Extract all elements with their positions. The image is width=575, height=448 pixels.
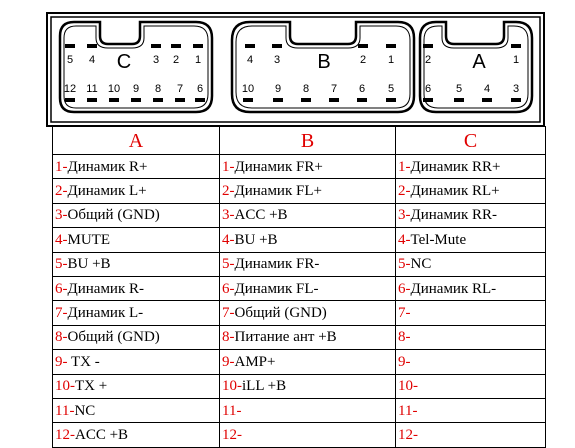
pin-dash: - <box>229 231 235 248</box>
pin-cell <box>220 374 396 398</box>
pin-function: MUTE <box>67 231 110 248</box>
pin-function: Динамик RL+ <box>410 183 500 200</box>
table-row <box>53 350 546 374</box>
pin-cell <box>220 398 396 422</box>
pin-number: 6 <box>222 280 230 297</box>
connector-b-label: B <box>317 51 331 73</box>
connector-c-bottom-pin-number: 11 <box>86 83 98 95</box>
connector-a-bottom-pin-number: 5 <box>455 83 463 95</box>
connector-c-bottom-pin-mark <box>87 98 97 102</box>
pin-cell <box>396 179 546 203</box>
pin-function: ACC +B <box>234 207 288 224</box>
pin-cell <box>53 350 220 374</box>
pin-cell <box>220 423 396 447</box>
connector-b-bottom-pin-mark <box>329 98 339 102</box>
connector-c-top-pin-number: 1 <box>194 54 202 66</box>
pin-cell <box>220 155 396 179</box>
connector-c-top-pin-mark <box>193 44 203 48</box>
pin-cell <box>220 301 396 325</box>
table-row <box>53 374 546 398</box>
connector-c-top-pin-mark <box>65 44 75 48</box>
pin-dash: - <box>229 305 235 322</box>
pin-dash: - <box>237 426 242 443</box>
pin-dash: - <box>236 402 242 419</box>
table-row <box>53 276 546 300</box>
connector-c-bottom-pin-mark <box>153 98 163 102</box>
pin-dash: - <box>405 183 411 200</box>
pin-number: 4 <box>398 231 406 248</box>
pin-cell <box>53 423 220 447</box>
pin-function: Общий (GND) <box>67 329 160 346</box>
pin-cell <box>220 252 396 276</box>
connector-b-bottom-pin-number: 10 <box>241 83 255 95</box>
table-row <box>53 325 546 349</box>
pin-function: BU +B <box>67 256 111 273</box>
pin-dash: - <box>413 378 418 395</box>
pin-dash: - <box>229 256 235 273</box>
pin-dash: - <box>62 183 68 200</box>
pin-function: Динамик L+ <box>67 183 147 200</box>
connector-a-label: A <box>472 51 486 73</box>
pin-function: TX + <box>75 378 108 395</box>
pin-dash: - <box>62 207 68 224</box>
pin-number: 8 <box>55 329 63 346</box>
pin-number: 9 <box>222 353 230 370</box>
pin-dash: - <box>229 329 235 346</box>
pin-function: Динамик FL- <box>234 280 319 297</box>
pin-number: 11 <box>398 402 413 419</box>
connector-b-top-pin-mark <box>272 44 282 48</box>
connector-a-bottom-pin-mark <box>423 98 433 102</box>
pin-dash: - <box>405 207 411 224</box>
connector-b-top-pin-mark <box>386 44 396 48</box>
pin-dash: - <box>405 329 411 346</box>
pin-number: 12 <box>222 426 237 443</box>
pin-dash: - <box>405 256 411 273</box>
pin-function: Динамик R- <box>67 280 145 297</box>
pin-function: NC <box>74 402 96 419</box>
pin-number: 6 <box>398 280 406 297</box>
pin-cell <box>53 179 220 203</box>
connector-a-top-pin-number: 2 <box>424 54 432 66</box>
pin-dash: - <box>229 353 235 370</box>
pin-cell <box>53 228 220 252</box>
table-row <box>53 179 546 203</box>
pin-number: 4 <box>222 231 230 248</box>
pin-dash: - <box>62 256 68 273</box>
pin-function: TX - <box>67 353 100 370</box>
pin-dash: - <box>413 426 418 443</box>
connector-b-bottom-pin-number: 6 <box>358 83 366 95</box>
pin-number: 10 <box>222 378 237 395</box>
pin-function: BU +B <box>234 231 278 248</box>
connector-c-top-pin-number: 3 <box>152 54 160 66</box>
pin-dash: - <box>70 378 75 395</box>
pin-function: Tel-Mute <box>410 231 467 248</box>
connector-b-bottom-pin-mark <box>301 98 311 102</box>
table-header-row <box>53 127 546 155</box>
pin-number: 1 <box>222 158 230 175</box>
pin-function: NC <box>410 256 432 273</box>
connector-c-label: C <box>116 51 132 73</box>
pin-function: Динамик R+ <box>67 158 148 175</box>
pin-number: 12 <box>55 426 70 443</box>
pin-dash: - <box>405 305 411 322</box>
connector-b-top-pin-mark <box>245 44 255 48</box>
connector-a-top-pin-number: 1 <box>512 54 520 66</box>
pin-cell <box>220 228 396 252</box>
table-row <box>53 398 546 422</box>
header-a: A <box>53 127 220 155</box>
connector-c-bottom-pin-mark <box>131 98 141 102</box>
connector-c-bottom-pin-mark <box>195 98 205 102</box>
pin-function: Питание ант +B <box>234 329 337 346</box>
pin-dash: - <box>405 280 411 297</box>
connector-b-bottom-pin-mark <box>243 98 253 102</box>
connector-c-top-pin-mark <box>87 44 97 48</box>
pinout-table <box>52 126 546 448</box>
pin-function: Динамик FR- <box>234 256 320 273</box>
pin-number: 5 <box>55 256 63 273</box>
pin-cell <box>396 374 546 398</box>
pin-number: 12 <box>398 426 413 443</box>
pin-dash: - <box>62 231 68 248</box>
pin-cell <box>53 398 220 422</box>
connector-b-top-pin-number: 2 <box>359 54 367 66</box>
connector-b-bottom-pin-mark <box>386 98 396 102</box>
pin-cell <box>396 155 546 179</box>
pin-dash: - <box>405 158 411 175</box>
connector-a-bottom-pin-number: 4 <box>483 83 491 95</box>
pin-number: 11 <box>55 402 70 419</box>
pin-dash: - <box>62 329 68 346</box>
pin-function: Динамик FR+ <box>234 158 323 175</box>
pin-number: 1 <box>55 158 63 175</box>
connector-b-top-pin-mark <box>358 44 368 48</box>
connector-c-bottom-pin-number: 10 <box>107 83 121 95</box>
connector-b-bottom-pin-number: 9 <box>274 83 282 95</box>
pin-number: 3 <box>398 207 406 224</box>
pin-cell <box>53 203 220 227</box>
pin-cell <box>53 301 220 325</box>
pin-number: 3 <box>222 207 230 224</box>
pin-dash: - <box>229 183 235 200</box>
connector-c-bottom-pin-number: 12 <box>63 83 77 95</box>
connector-c-bottom-pin-number: 7 <box>176 83 184 95</box>
connector-c-top-pin-number: 2 <box>172 54 180 66</box>
pin-function: AMP+ <box>234 353 276 370</box>
connector-c-bottom-pin-mark <box>65 98 75 102</box>
pin-function: Динамик FL+ <box>234 183 322 200</box>
pin-dash: - <box>229 280 235 297</box>
pin-number: 8 <box>222 329 230 346</box>
connector-c-top-pin-mark <box>171 44 181 48</box>
pin-number: 6 <box>55 280 63 297</box>
pin-cell <box>53 155 220 179</box>
connector-a-top-pin-mark <box>423 44 433 48</box>
pin-number: 11 <box>222 402 237 419</box>
connector-b-bottom-pin-number: 7 <box>330 83 338 95</box>
pin-number: 3 <box>55 207 63 224</box>
connector-c-top-pin-mark <box>151 44 161 48</box>
pin-function: Динамик RR- <box>410 207 498 224</box>
table-row <box>53 203 546 227</box>
pin-cell <box>396 350 546 374</box>
pin-number: 8 <box>398 329 406 346</box>
connector-a-bottom-pin-mark <box>454 98 464 102</box>
pin-cell <box>220 276 396 300</box>
pin-number: 7 <box>398 305 406 322</box>
header-b: B <box>220 127 396 155</box>
pin-cell <box>396 301 546 325</box>
pin-cell <box>220 179 396 203</box>
table-row <box>53 155 546 179</box>
pin-number: 2 <box>55 183 63 200</box>
connector-a-bottom-pin-mark <box>482 98 492 102</box>
connector-c-bottom-pin-mark <box>175 98 185 102</box>
table-row <box>53 228 546 252</box>
pin-number: 7 <box>55 305 63 322</box>
connector-diagram <box>0 0 575 130</box>
pin-cell <box>220 325 396 349</box>
pin-number: 2 <box>398 183 406 200</box>
pin-dash: - <box>70 426 75 443</box>
connector-c-shell-inner <box>64 26 208 108</box>
pin-number: 5 <box>398 256 406 273</box>
header-c: C <box>396 127 546 155</box>
connector-b-top-pin-number: 3 <box>273 54 281 66</box>
connector-a-bottom-pin-number: 3 <box>512 83 520 95</box>
connector-a-bottom-pin-mark <box>511 98 521 102</box>
connector-b-top-pin-number: 4 <box>246 54 254 66</box>
pin-cell <box>220 350 396 374</box>
pin-number: 7 <box>222 305 230 322</box>
pin-cell <box>53 252 220 276</box>
connector-c-bottom-pin-number: 8 <box>154 83 162 95</box>
pin-number: 5 <box>222 256 230 273</box>
pin-cell <box>396 325 546 349</box>
pin-function: Динамик RL- <box>410 280 497 297</box>
pin-number: 10 <box>398 378 413 395</box>
connector-b-bottom-pin-mark <box>273 98 283 102</box>
pin-cell <box>396 203 546 227</box>
pin-function: iLL +B <box>242 378 287 395</box>
pin-cell <box>396 228 546 252</box>
pin-number: 10 <box>55 378 70 395</box>
pin-number: 9 <box>55 353 63 370</box>
pin-cell <box>396 252 546 276</box>
connector-b-bottom-pin-mark <box>357 98 367 102</box>
pin-dash: - <box>62 305 68 322</box>
pin-cell <box>53 276 220 300</box>
connector-c-top-pin-number: 4 <box>88 54 96 66</box>
pin-cell <box>396 398 546 422</box>
pin-function: Динамик L- <box>67 305 144 322</box>
pin-function: Общий (GND) <box>234 305 327 322</box>
table-row <box>53 301 546 325</box>
pin-dash: - <box>412 402 418 419</box>
pin-number: 1 <box>398 158 406 175</box>
pin-number: 9 <box>398 353 406 370</box>
pin-function: ACC +B <box>75 426 129 443</box>
pin-dash: - <box>62 158 68 175</box>
table-row <box>53 252 546 276</box>
connector-b-bottom-pin-number: 5 <box>387 83 395 95</box>
pin-cell <box>53 325 220 349</box>
connector-a-top-pin-mark <box>511 44 521 48</box>
connector-c-top-pin-number: 5 <box>66 54 74 66</box>
table-row <box>53 423 546 447</box>
pin-function: Общий (GND) <box>67 207 160 224</box>
pin-cell <box>220 203 396 227</box>
connector-b-top-pin-number: 1 <box>387 54 395 66</box>
connector-c-bottom-pin-number: 6 <box>196 83 204 95</box>
pin-dash: - <box>405 353 411 370</box>
connector-b-bottom-pin-number: 8 <box>302 83 310 95</box>
connector-c-bottom-pin-number: 9 <box>132 83 140 95</box>
pin-dash: - <box>62 353 68 370</box>
pin-dash: - <box>229 158 235 175</box>
connector-a-bottom-pin-number: 6 <box>424 83 432 95</box>
pin-number: 2 <box>222 183 230 200</box>
pin-number: 4 <box>55 231 63 248</box>
pin-cell <box>396 276 546 300</box>
pin-function: Динамик RR+ <box>410 158 501 175</box>
pin-dash: - <box>405 231 411 248</box>
pin-dash: - <box>229 207 235 224</box>
pin-dash: - <box>69 402 75 419</box>
connector-c-bottom-pin-mark <box>109 98 119 102</box>
pin-dash: - <box>237 378 242 395</box>
pin-cell <box>396 423 546 447</box>
pin-cell <box>53 374 220 398</box>
pin-dash: - <box>62 280 68 297</box>
